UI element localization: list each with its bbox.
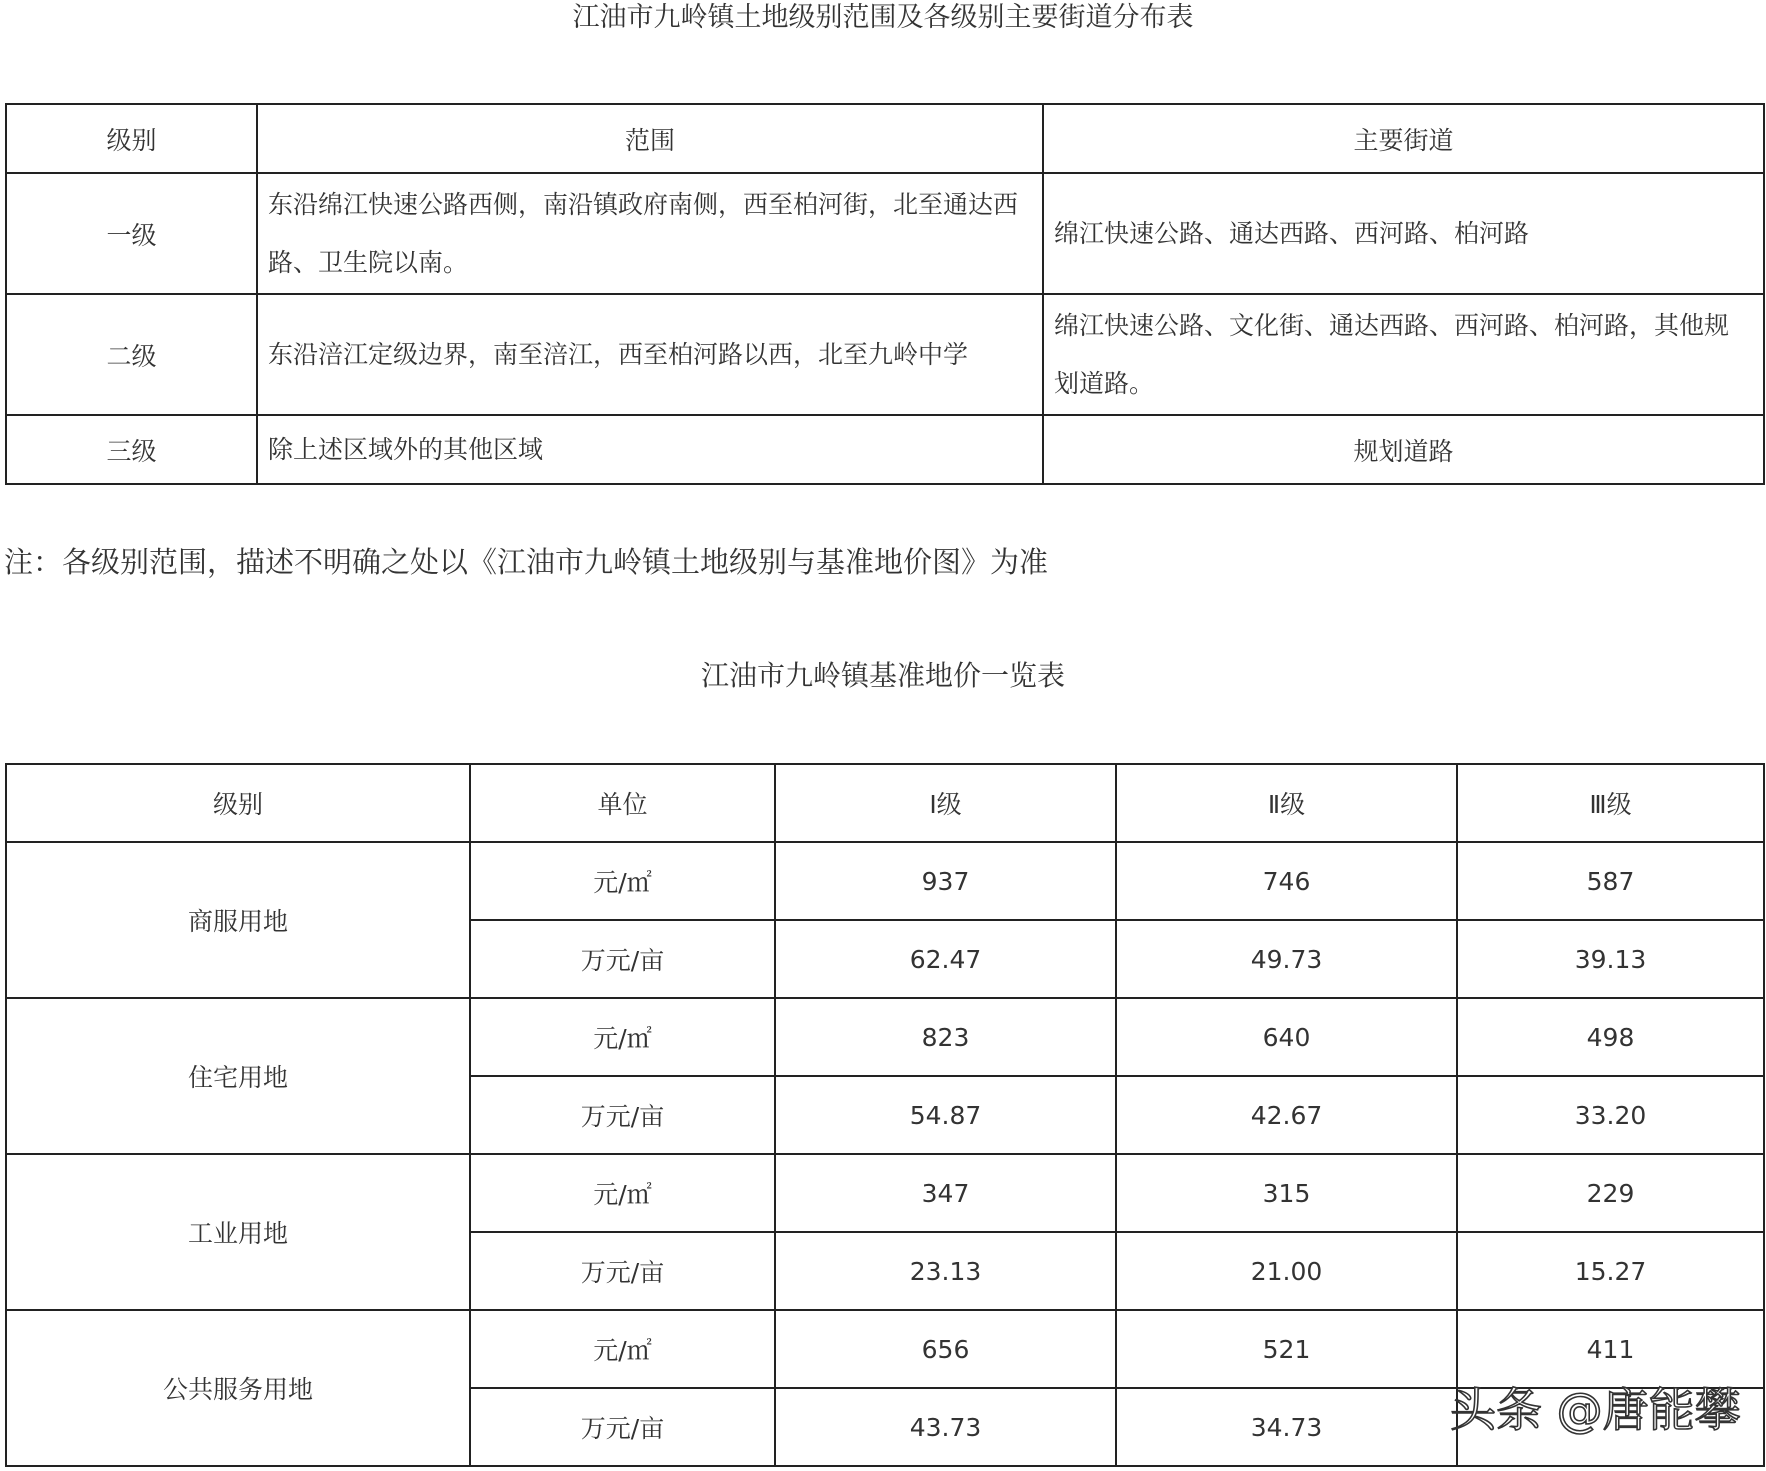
header-level-3: Ⅲ级	[1457, 764, 1764, 842]
level-cell: 三级	[6, 415, 257, 484]
value-cell: 34.73	[1116, 1388, 1457, 1466]
value-cell: 315	[1116, 1154, 1457, 1232]
unit-cell: 万元/亩	[470, 1232, 775, 1310]
header-streets: 主要街道	[1043, 104, 1764, 173]
category-cell: 住宅用地	[6, 998, 470, 1154]
value-cell: 42.67	[1116, 1076, 1457, 1154]
table-row	[6, 415, 1764, 484]
header-level: 级别	[6, 104, 257, 173]
unit-cell: 元/㎡	[470, 1310, 775, 1388]
value-cell: 54.87	[775, 1076, 1116, 1154]
unit-cell: 万元/亩	[470, 1076, 775, 1154]
range-cell: 东沿涪江定级边界，南至涪江，西至柏河路以西，北至九岭中学	[257, 294, 1043, 415]
category-cell: 公共服务用地	[6, 1310, 470, 1466]
value-cell: 33.20	[1457, 1076, 1764, 1154]
value-cell: 347	[775, 1154, 1116, 1232]
unit-cell: 元/㎡	[470, 842, 775, 920]
unit-cell: 元/㎡	[470, 998, 775, 1076]
value-cell: 21.00	[1116, 1232, 1457, 1310]
value-cell: 521	[1116, 1310, 1457, 1388]
value-cell: 23.13	[775, 1232, 1116, 1310]
watermark-text: 头条 @唐能攀	[1450, 1383, 1741, 1437]
table-row	[6, 1154, 1764, 1232]
value-cell: 62.47	[775, 920, 1116, 998]
header-range: 范围	[257, 104, 1043, 173]
value-cell: 587	[1457, 842, 1764, 920]
value-cell: 411	[1457, 1310, 1764, 1388]
streets-cell: 绵江快速公路、文化街、通达西路、西河路、柏河路，其他规划道路。	[1043, 294, 1764, 415]
value-cell: 39.13	[1457, 920, 1764, 998]
header-level-2: Ⅱ级	[1116, 764, 1457, 842]
unit-cell: 万元/亩	[470, 1388, 775, 1466]
range-cell: 除上述区域外的其他区域	[257, 415, 1043, 484]
table-row	[6, 1310, 1764, 1388]
value-cell: 823	[775, 998, 1116, 1076]
streets-cell: 规划道路	[1043, 415, 1764, 484]
header-category: 级别	[6, 764, 470, 842]
table-row	[6, 842, 1764, 920]
value-cell: 498	[1457, 998, 1764, 1076]
table-row	[6, 173, 1764, 294]
table-row	[6, 998, 1764, 1076]
value-cell: 229	[1457, 1154, 1764, 1232]
table-row	[6, 294, 1764, 415]
value-cell: 43.73	[775, 1388, 1116, 1466]
land-level-table	[5, 103, 1765, 485]
benchmark-price-table	[5, 763, 1765, 1467]
category-cell: 工业用地	[6, 1154, 470, 1310]
category-cell: 商服用地	[6, 842, 470, 998]
table1-note: 注：各级别范围，描述不明确之处以《江油市九岭镇土地级别与基准地价图》为准	[4, 545, 1049, 579]
range-cell: 东沿绵江快速公路西侧，南沿镇政府南侧，西至柏河街，北至通达西路、卫生院以南。	[257, 173, 1043, 294]
level-cell: 二级	[6, 294, 257, 415]
table1-header-row	[6, 104, 1764, 173]
value-cell: 937	[775, 842, 1116, 920]
level-cell: 一级	[6, 173, 257, 294]
value-cell: 746	[1116, 842, 1457, 920]
table1-title: 江油市九岭镇土地级别范围及各级别主要街道分布表	[572, 2, 1194, 33]
value-cell: 640	[1116, 998, 1457, 1076]
unit-cell: 元/㎡	[470, 1154, 775, 1232]
header-level-1: Ⅰ级	[775, 764, 1116, 842]
table2-header-row	[6, 764, 1764, 842]
header-unit: 单位	[470, 764, 775, 842]
value-cell: 15.27	[1457, 1232, 1764, 1310]
unit-cell: 万元/亩	[470, 920, 775, 998]
value-cell: 656	[775, 1310, 1116, 1388]
value-cell: 49.73	[1116, 920, 1457, 998]
streets-cell: 绵江快速公路、通达西路、西河路、柏河路	[1043, 173, 1764, 294]
table2-title: 江油市九岭镇基准地价一览表	[700, 659, 1065, 692]
